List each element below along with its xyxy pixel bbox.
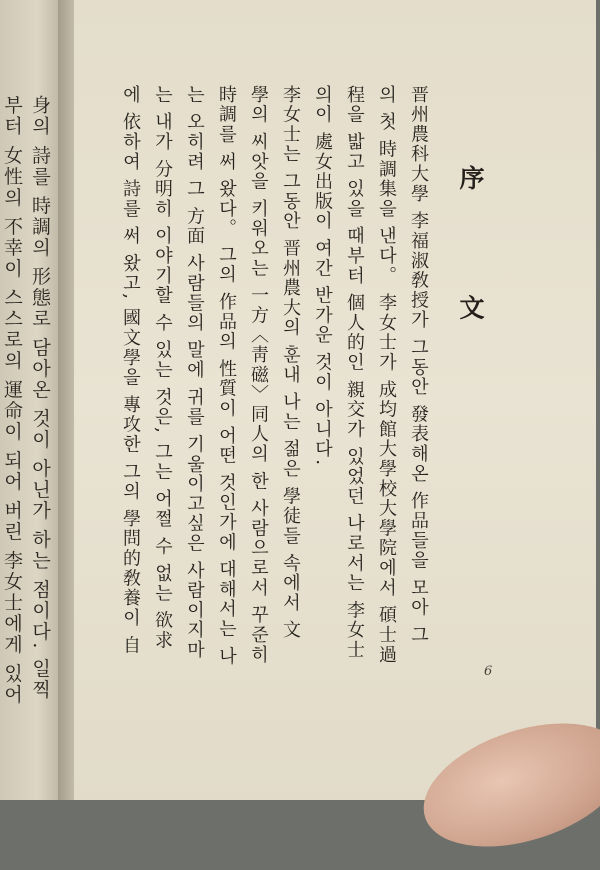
text-column: 時調를 써 왔다。	[216, 85, 237, 239]
text-column: 에 依하여 詩를 써 왔고, 國文學을 專攻한 그의 學問的敎養이 自	[120, 85, 141, 656]
left-page	[0, 0, 62, 800]
right-page	[74, 0, 596, 800]
text-column: 晋州農科大學 李福淑敎授가 그동안 發表해온 作品들을 모아 그	[408, 85, 429, 645]
text-column: 의 첫 時調集을 낸다。 李女士가 成均館大學校大學院에서 碩士過	[376, 85, 397, 665]
text-column: 學의 씨앗을 키워오는 一方〈靑磁〉同人의 한 사람으로서 꾸준히	[248, 85, 269, 665]
text-column: 의이 處女出版이 여간 반가운 것이 아니다.	[312, 85, 333, 467]
text-column: 는 내가 分明히 이야기할 수 있는 것은, 그는 어쩔 수 없는 欲求	[152, 85, 173, 651]
page-number: 6	[484, 664, 493, 679]
text-column: 程을 밟고 있을 때부터 個人的인 親交가 있었던 나로서는 李女士	[344, 85, 365, 660]
left-page-column: 身의 詩를 時調의 形態로 담아온 것이 아닌가 하는 점이다. 일찍	[29, 95, 51, 701]
page-title: 序 文	[456, 165, 485, 368]
text-column: 李女士는 그동안 晋州農大의 훈내 나는 젊은 學徒들 속에서 文	[280, 85, 301, 641]
text-column: 그의 作品의 性質이 어떤 것인가에 대해서는 나	[216, 245, 237, 667]
text-column: 는 오히려 그 方面 사람들의 말에 귀를 기울이고싶은 사람이지마	[184, 85, 205, 660]
left-page-column: 부터 女性의 不幸이 스스로의 運命이 되어 버린 李女士에게 있어	[1, 95, 23, 706]
